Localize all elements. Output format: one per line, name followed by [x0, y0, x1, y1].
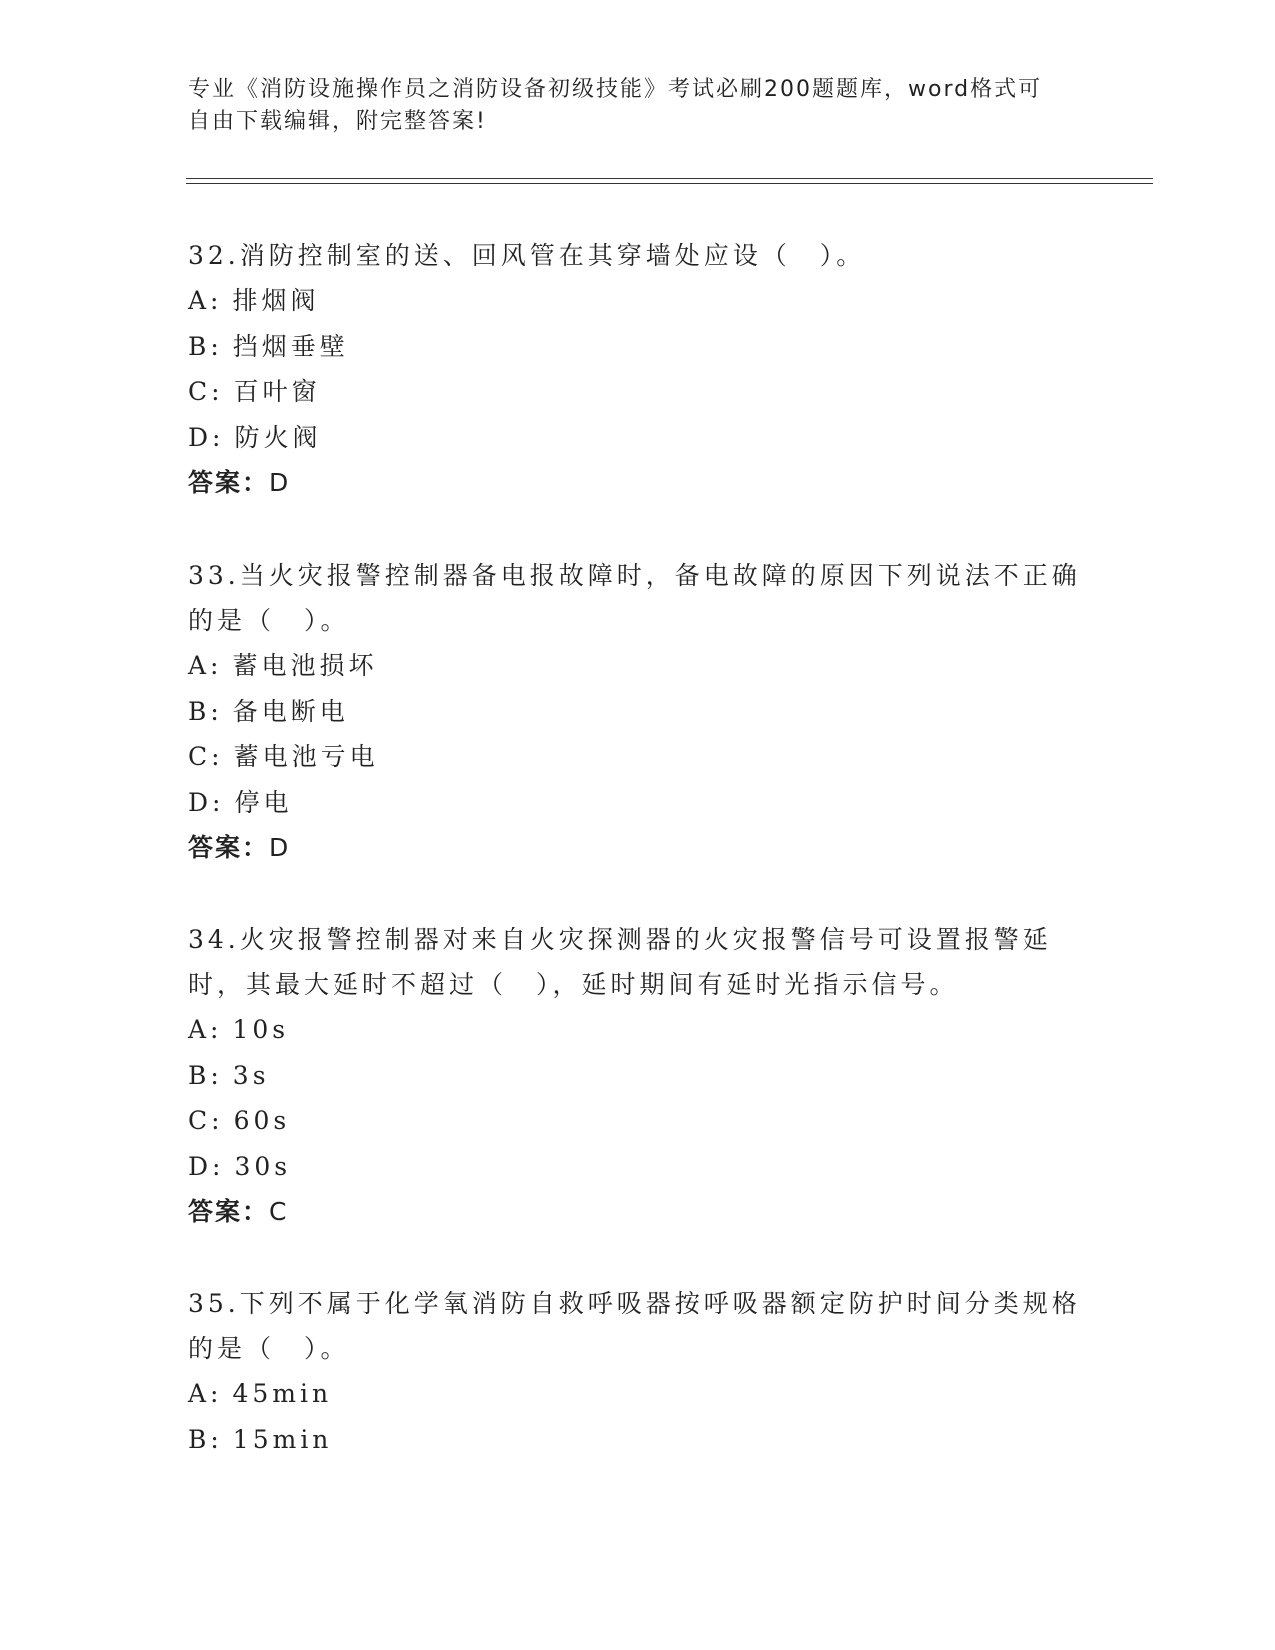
header-divider-bottom — [186, 183, 1153, 184]
answer-line — [188, 1189, 1088, 1234]
option-text: 挡烟垂壁 — [232, 331, 349, 361]
option-letter: B: — [188, 1424, 223, 1454]
option-b — [188, 324, 1088, 370]
answer-value: C — [269, 1197, 289, 1226]
option-letter: B: — [188, 696, 223, 726]
option-d — [188, 415, 1088, 461]
answer-value: D — [269, 833, 291, 862]
option-text: 60s — [233, 1106, 291, 1135]
document-header — [188, 74, 1068, 138]
option-letter: C: — [188, 377, 224, 406]
option-letter: D: — [188, 787, 225, 817]
option-c — [188, 369, 1088, 415]
option-a — [188, 278, 1088, 324]
option-letter: A: — [188, 1379, 223, 1408]
option-letter: A: — [188, 286, 223, 315]
option-letter: D: — [188, 1151, 225, 1181]
answer-label: 答案： — [188, 468, 270, 497]
option-text: 备电断电 — [232, 696, 349, 726]
answer-line — [188, 825, 1088, 870]
question-34 — [188, 917, 1088, 1234]
answer-label: 答案： — [188, 833, 270, 862]
option-d — [188, 1144, 1088, 1190]
option-text: 百叶窗 — [233, 377, 321, 406]
answer-label: 答案： — [188, 1197, 270, 1226]
option-a — [188, 643, 1088, 689]
option-text: 15min — [232, 1424, 333, 1454]
option-c — [188, 734, 1088, 780]
option-text: 30s — [234, 1151, 292, 1181]
option-letter: C: — [188, 1106, 224, 1135]
header-line-2: 自由下载编辑，附完整答案! — [188, 109, 487, 134]
answer-line — [188, 460, 1088, 505]
option-letter: B: — [188, 1060, 223, 1090]
option-a — [188, 1371, 1088, 1417]
option-letter: C: — [188, 742, 224, 771]
option-letter: A: — [188, 651, 223, 680]
option-b — [188, 1417, 1088, 1463]
header-line-1: 专业《消防设施操作员之消防设备初级技能》考试必刷200题题库，word格式可 — [188, 77, 1043, 102]
header-divider-top — [186, 178, 1153, 179]
question-35 — [188, 1281, 1088, 1462]
option-d — [188, 780, 1088, 826]
option-text: 停电 — [234, 787, 293, 817]
option-text: 排烟阀 — [232, 286, 320, 315]
option-text: 45min — [232, 1379, 333, 1408]
question-stem: 33.当火灾报警控制器备电报故障时，备电故障的原因下列说法不正确的是（ ）。 — [188, 561, 1081, 635]
option-letter: D: — [188, 422, 225, 452]
option-text: 10s — [232, 1015, 290, 1044]
option-b — [188, 1053, 1088, 1099]
question-stem: 32.消防控制室的送、回风管在其穿墙处应设（ ）。 — [188, 241, 866, 270]
option-letter: B: — [188, 331, 223, 361]
option-letter: A: — [188, 1015, 223, 1044]
question-33 — [188, 553, 1088, 870]
question-32 — [188, 233, 1088, 505]
option-a — [188, 1007, 1088, 1053]
option-c — [188, 1098, 1088, 1144]
question-stem: 35.下列不属于化学氧消防自救呼吸器按呼吸器额定防护时间分类规格的是（ ）。 — [188, 1289, 1081, 1363]
option-text: 蓄电池损坏 — [232, 651, 378, 680]
answer-value: D — [269, 468, 291, 497]
option-b — [188, 689, 1088, 735]
option-text: 防火阀 — [234, 422, 322, 452]
option-text: 3s — [232, 1060, 270, 1090]
question-stem: 34.火灾报警控制器对来自火灾探测器的火灾报警信号可设置报警延时，其最大延时不超过（ ），延时期间有延时光指示信号。 — [188, 925, 1052, 999]
option-text: 蓄电池亏电 — [233, 742, 379, 771]
